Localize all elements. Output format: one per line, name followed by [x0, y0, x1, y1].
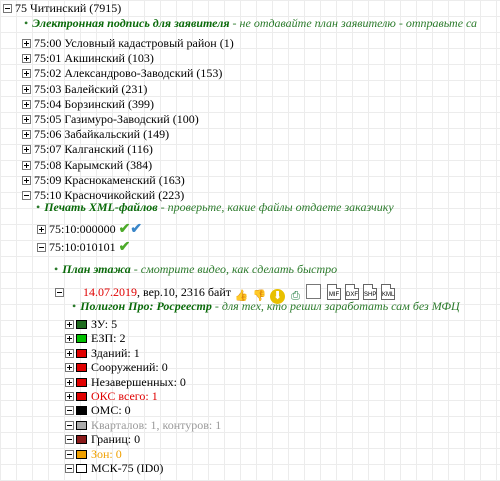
expand-toggle[interactable]	[22, 100, 31, 109]
tree-node-district[interactable]	[22, 127, 169, 142]
layer-color-swatch	[76, 320, 87, 329]
layer-row[interactable]	[65, 461, 163, 476]
district-label: 75:06 Забайкальский (149)	[34, 127, 170, 142]
layer-color-swatch	[76, 435, 87, 444]
shp-file-icon[interactable]	[363, 284, 377, 300]
mif-file-icon[interactable]	[327, 284, 341, 300]
document-icon[interactable]	[306, 284, 321, 299]
tree-node-block1[interactable]	[37, 222, 142, 237]
print-icon[interactable]: ⎙	[288, 289, 303, 304]
collapse-toggle[interactable]	[65, 464, 74, 473]
xml-note	[36, 200, 394, 215]
expand-toggle[interactable]	[65, 320, 74, 329]
esign-hint: - не отдавайте план заявителю - отправьте са	[229, 16, 478, 30]
expand-toggle[interactable]	[65, 349, 74, 358]
expand-toggle[interactable]	[22, 85, 31, 94]
district-label: 75:10 Красночикойский (223)	[34, 188, 185, 202]
layer-color-swatch	[76, 334, 87, 343]
layer-color-swatch	[76, 406, 87, 415]
xml-hint: - проверьте, какие файлы отдаете заказчику	[157, 200, 394, 214]
check-icon: ✔	[118, 222, 131, 237]
export-formats	[327, 285, 399, 299]
district-label: 75:01 Акшинский (103)	[34, 51, 154, 66]
tree-root[interactable]	[3, 1, 121, 16]
layer-label: МСК-75 (ID0)	[91, 461, 164, 475]
layer-row[interactable]	[65, 317, 117, 332]
format-label: MIF	[328, 292, 340, 298]
file-date[interactable]: 14.07.2019	[83, 285, 137, 299]
format-label: DXF	[346, 292, 359, 298]
layer-color-swatch	[76, 464, 87, 473]
tree-node-district[interactable]	[22, 51, 154, 66]
kml-file-icon[interactable]	[381, 284, 395, 300]
format-label: SHP	[364, 292, 377, 298]
root-label: 75 Читинский (7915)	[15, 1, 122, 15]
expand-toggle[interactable]	[22, 161, 31, 170]
tree-node-district[interactable]	[22, 142, 153, 157]
expand-toggle[interactable]	[22, 69, 31, 78]
file-info: , вер.10, 2316 байт	[137, 285, 232, 299]
collapse-toggle[interactable]	[37, 243, 46, 252]
tree-node-district[interactable]	[22, 97, 154, 112]
block1-label: 75:10:000000	[49, 222, 116, 236]
district-label: 75:09 Краснокаменский (163)	[34, 172, 185, 187]
layer-row[interactable]	[65, 389, 158, 404]
layer-label: Кварталов: 1, контуров: 1	[91, 417, 222, 432]
esign-link[interactable]: Электронная подпись для заявителя	[32, 16, 230, 30]
tree-node-district[interactable]	[22, 66, 222, 81]
collapse-toggle[interactable]	[65, 435, 74, 444]
bullet: •	[72, 299, 77, 313]
download-icon[interactable]: ⬇	[270, 289, 285, 304]
expand-toggle[interactable]	[37, 225, 46, 234]
district-label: 75:03 Балейский (231)	[34, 81, 148, 96]
thumbs-down-icon[interactable]: 👎	[252, 290, 267, 302]
expand-toggle[interactable]	[65, 378, 74, 387]
expand-toggle[interactable]	[22, 39, 31, 48]
district-label: 75:08 Карымский (384)	[34, 157, 153, 172]
format-label: KML	[382, 292, 395, 298]
collapse-toggle[interactable]	[65, 450, 74, 459]
polygon-link[interactable]: Полигон Про: Росреестр	[80, 299, 212, 313]
bullet: •	[24, 16, 29, 30]
plan-hint: - смотрите видео, как сделать быстро	[130, 262, 338, 276]
plan-note	[54, 262, 337, 277]
layer-label: Незавершенных: 0	[91, 374, 186, 389]
check-icon: ✔	[118, 240, 131, 255]
expand-toggle[interactable]	[22, 130, 31, 139]
collapse-toggle[interactable]	[22, 191, 31, 200]
layer-color-swatch	[76, 349, 87, 358]
xml-link[interactable]: Печать XML-файлов	[44, 200, 158, 214]
layer-color-swatch	[76, 450, 87, 459]
expand-toggle[interactable]	[65, 392, 74, 401]
layer-label: Зон: 0	[91, 446, 122, 461]
layer-label: ЕЗП: 2	[91, 331, 126, 346]
check-blue-icon: ✔	[130, 222, 143, 237]
layer-row[interactable]	[65, 375, 186, 390]
expand-toggle[interactable]	[22, 145, 31, 154]
layer-label: ОКС всего: 1	[91, 389, 158, 403]
polygon-note	[72, 299, 460, 314]
expand-toggle[interactable]	[22, 54, 31, 63]
polygon-hint: - для тех, кто решил заработать сам без МФЦ	[211, 299, 460, 313]
tree-node-district[interactable]	[22, 112, 199, 127]
expand-toggle[interactable]	[22, 176, 31, 185]
tree-node-district[interactable]	[22, 82, 147, 97]
tree-node-district[interactable]	[22, 173, 185, 188]
collapse-toggle[interactable]	[3, 4, 12, 13]
tree-node-block2[interactable]	[37, 240, 130, 255]
district-label: 75:00 Условный кадастровый район (1)	[34, 36, 234, 50]
layer-label: ЗУ: 5	[91, 317, 118, 331]
esign-note	[24, 16, 477, 31]
layer-row[interactable]	[65, 447, 122, 462]
layer-label: Зданий: 1	[91, 345, 140, 360]
bullet: •	[54, 262, 59, 276]
block2-label: 75:10:010101	[49, 240, 116, 254]
tree-node-district[interactable]	[22, 158, 152, 173]
district-label: 75:04 Борзинский (399)	[34, 96, 154, 111]
layer-row[interactable]	[65, 360, 168, 375]
layer-row[interactable]	[65, 346, 140, 361]
layer-color-swatch	[76, 363, 87, 372]
district-label: 75:05 Газимуро-Заводский (100)	[34, 112, 199, 126]
layer-row[interactable]	[65, 403, 131, 418]
layer-row[interactable]	[65, 418, 221, 433]
district-label: 75:02 Александрово-Заводский (153)	[34, 66, 223, 81]
expand-toggle[interactable]	[22, 115, 31, 124]
plan-link[interactable]: План этажа	[62, 262, 131, 276]
expand-toggle[interactable]	[65, 363, 74, 372]
layer-color-swatch	[76, 378, 87, 387]
layer-label: Границ: 0	[91, 432, 141, 447]
thumbs-up-icon[interactable]: 👍	[234, 290, 249, 302]
layer-row[interactable]	[65, 432, 140, 447]
bullet: •	[36, 200, 41, 214]
layer-label: ОМС: 0	[91, 403, 131, 418]
layer-color-swatch	[76, 392, 87, 401]
layer-label: Сооружений: 0	[91, 360, 168, 375]
collapse-toggle[interactable]	[65, 421, 74, 430]
collapse-toggle[interactable]	[55, 288, 64, 297]
collapse-toggle[interactable]	[65, 406, 74, 415]
layer-color-swatch	[76, 421, 87, 430]
district-label: 75:07 Калганский (116)	[34, 142, 153, 157]
layer-row[interactable]	[65, 331, 126, 346]
expand-toggle[interactable]	[65, 334, 74, 343]
dxf-file-icon[interactable]	[345, 284, 359, 300]
tree-node-district[interactable]	[22, 36, 234, 51]
